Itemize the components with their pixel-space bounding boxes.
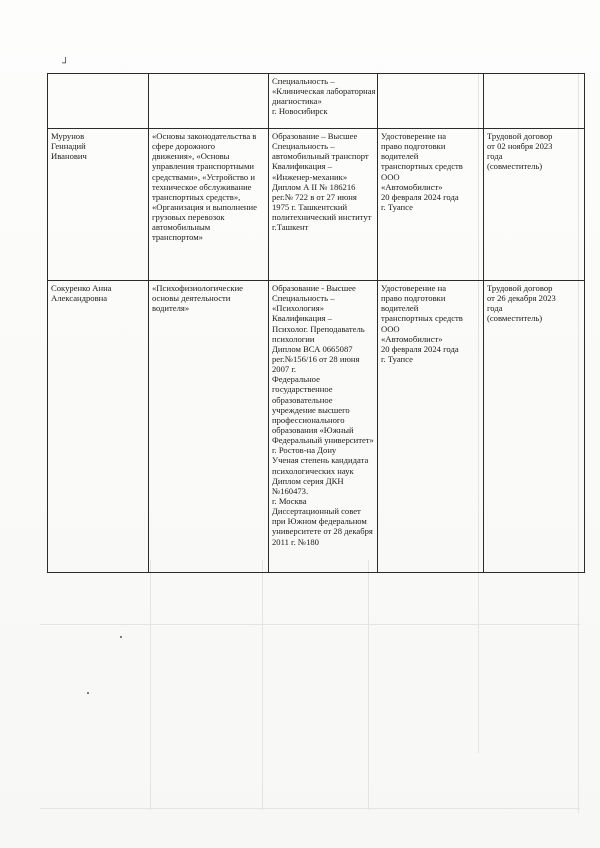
certificate-line: г. Туапсе (381, 353, 413, 364)
education-line: рег.№ 722 в от 27 июня (272, 191, 357, 202)
certificate-line: право подготовки (381, 293, 446, 304)
scan-speck (87, 692, 89, 694)
education-line: Диплом ВСА 0665087 (272, 343, 353, 354)
certificate-line: водителей (381, 303, 419, 314)
certificate-line: право подготовки (381, 141, 446, 152)
certificate-line: г. Туапсе (381, 201, 413, 212)
subject-line: транспортных средств», (152, 191, 241, 202)
education-cell (269, 281, 378, 573)
certificate-line: транспортных средств (381, 161, 463, 172)
contract-line: Трудовой договор (487, 131, 553, 141)
teacher-name-line: Александровна (51, 293, 108, 304)
education-line: Квалификация – (272, 161, 333, 172)
subject-line: «Основы законодательства в (152, 131, 257, 141)
education-line: автомобильный транспорт (272, 151, 369, 162)
bleed-through-line (262, 560, 263, 810)
subject-line: грузовых перевозок (152, 212, 225, 223)
education-line: Диплом серия ДКН (272, 475, 344, 486)
education-cell (269, 129, 378, 281)
subject-line: транспортом» (152, 232, 203, 243)
certificate-line: Удостоверение на (381, 283, 447, 293)
subject-line: «Психофизиологические (152, 283, 243, 293)
education-line: профессионального (272, 414, 345, 425)
education-line: Диплом А II № 186216 (272, 181, 356, 192)
education-line: диагностика» (272, 96, 322, 107)
certificate-line: Удостоверение на (381, 131, 447, 141)
education-line: рег.№156/16 от 28 июня (272, 353, 360, 364)
contract-line: года (487, 303, 503, 314)
education-line: №160473. (272, 485, 309, 496)
subjects-cell (149, 129, 269, 281)
education-line: «Клиническая лабораторная (272, 86, 376, 97)
certificate-line: «Автомобилист» (381, 181, 443, 192)
education-line: 2007 г. (272, 364, 297, 375)
subject-line: «Организация и выполнение (152, 201, 257, 212)
subject-line: водителя» (152, 303, 190, 314)
education-line: психологических наук (272, 465, 354, 476)
education-line: Образование - Высшее (272, 283, 356, 293)
table-row (48, 129, 585, 281)
education-cell (269, 74, 378, 129)
subject-line: сфере дорожного (152, 141, 216, 152)
teacher-name-line: Геннадий (51, 141, 86, 152)
table-row (48, 281, 585, 573)
contract-line: (совместитель) (487, 313, 543, 324)
education-line: Федеральное (272, 374, 320, 385)
education-line: при Южном федеральном (272, 516, 367, 527)
teacher-name-line: Сокуренко Анна (51, 283, 112, 293)
contract-line: года (487, 151, 503, 162)
education-line: Федеральный университет» (272, 435, 374, 446)
education-line: образовательное (272, 394, 333, 405)
bleed-through-line (150, 560, 151, 810)
staff-table (47, 73, 585, 573)
teacher-name-cell (48, 281, 149, 573)
education-line: 1975 г. Ташкентский (272, 201, 348, 212)
education-line: образования «Южный (272, 424, 354, 435)
education-line: психологии (272, 333, 315, 344)
education-line: г. Новосибирск (272, 106, 328, 117)
certificate-cell (378, 74, 484, 129)
education-line: университете от 28 декабря (272, 526, 373, 537)
contract-cell (484, 129, 585, 281)
certificate-line: 20 февраля 2024 года (381, 343, 459, 354)
contract-line: (совместитель) (487, 161, 543, 172)
teacher-name-line: Иванович (51, 151, 87, 162)
education-line: Ученая степень кандидата (272, 455, 369, 466)
education-line: «Психология» (272, 303, 325, 314)
education-line: «Инженер-механик» (272, 171, 348, 182)
table-row (48, 74, 585, 129)
education-line: Образование – Высшее (272, 131, 358, 141)
teacher-name-line: Мурунов (51, 131, 85, 141)
certificate-line: 20 февраля 2024 года (381, 191, 459, 202)
education-line: Специальность – (272, 76, 335, 86)
contract-line: Трудовой договор (487, 283, 553, 293)
education-line: Психолог. Преподаватель (272, 323, 365, 334)
education-line: г.Ташкент (272, 222, 309, 233)
education-line: учреждение высшего (272, 404, 350, 415)
certificate-cell (378, 281, 484, 573)
education-line: политехнический институт (272, 212, 372, 223)
certificate-line: «Автомобилист» (381, 333, 443, 344)
education-line: Специальность – (272, 141, 335, 152)
teacher-name-cell (48, 74, 149, 129)
subject-line: средствами», «Устройство и (152, 171, 255, 182)
contract-cell (484, 281, 585, 573)
contract-line: от 26 декабря 2023 (487, 293, 556, 304)
education-line: государственное (272, 384, 333, 395)
contract-cell (484, 74, 585, 129)
education-line: г. Ростов-на Дону (272, 445, 337, 456)
certificate-line: транспортных средств (381, 313, 463, 324)
subjects-cell (149, 281, 269, 573)
education-line: Специальность – (272, 293, 335, 304)
subjects-cell (149, 74, 269, 129)
bleed-through-line (40, 808, 580, 809)
education-line: Квалификация – (272, 313, 333, 324)
education-line: г. Москва (272, 495, 307, 506)
education-line: 2011 г. №180 (272, 536, 319, 547)
subject-line: автомобильным (152, 222, 211, 233)
contract-line: от 02 ноября 2023 (487, 141, 553, 152)
certificate-line: ООО (381, 323, 400, 334)
certificate-cell (378, 129, 484, 281)
subject-line: техническое обслуживание (152, 181, 252, 192)
bleed-through-line (368, 560, 369, 810)
subject-line: основы деятельности (152, 293, 231, 304)
subject-line: управления транспортными (152, 161, 254, 172)
subject-line: движения», «Основы (152, 151, 230, 162)
certificate-line: водителей (381, 151, 419, 162)
scan-speck (120, 636, 122, 638)
teacher-name-cell (48, 129, 149, 281)
education-line: Диссертационный совет (272, 506, 361, 517)
certificate-line: ООО (381, 171, 400, 182)
corner-mark: ┘ (62, 58, 70, 69)
bleed-through-line (40, 624, 580, 625)
